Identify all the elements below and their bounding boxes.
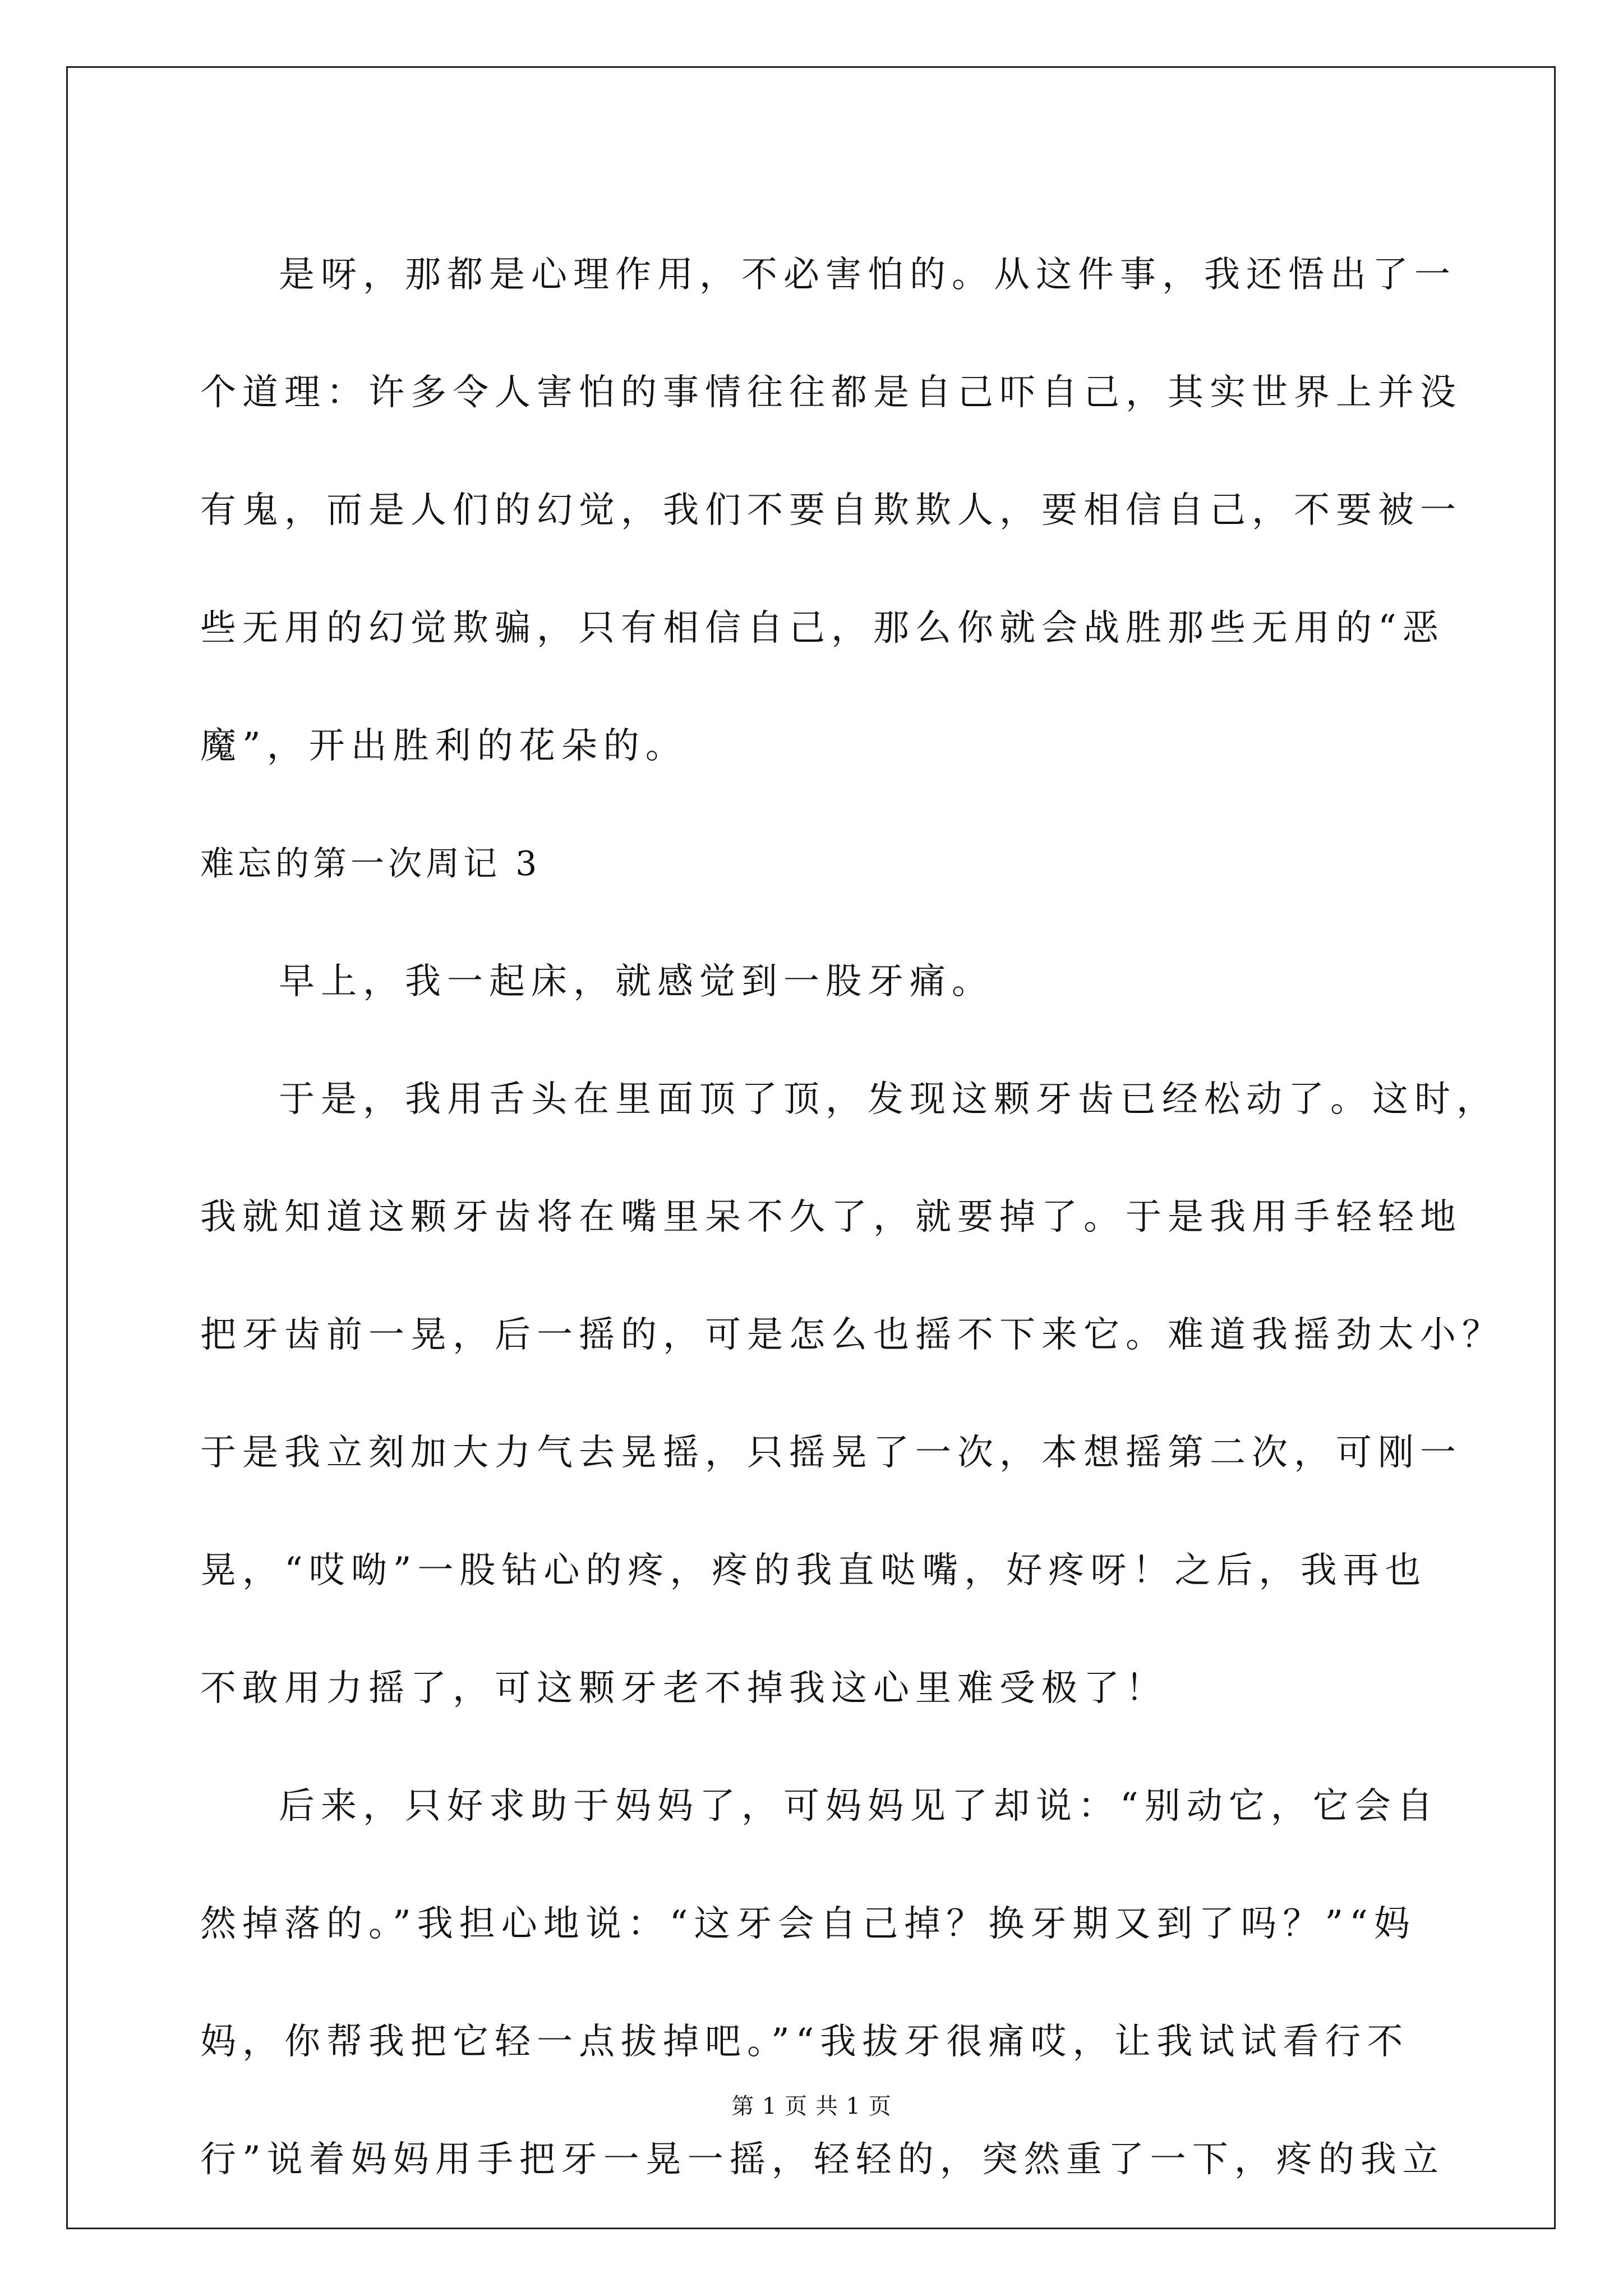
paragraph-line: 不敢用力摇了，可这颗牙老不掉我这心里难受极了！ — [200, 1668, 1168, 1709]
paragraph-line: 些无用的幻觉欺骗，只有相信自己，那么你就会战胜那些无用的“恶 — [200, 608, 1445, 649]
paragraph-line: 后来，只好求助于妈妈了，可妈妈见了却说：“别动它，它会自 — [279, 1786, 1439, 1827]
paragraph-line: 于是，我用舌头在里面顶了顶，发现这颗牙齿已经松动了。这时， — [279, 1079, 1498, 1120]
paragraph-line: 晃，“哎呦”一股钻心的疼，疼的我直哒嘴，好疼呀！之后，我再也 — [200, 1550, 1427, 1591]
paragraph-line: 我就知道这颗牙齿将在嘴里呆不久了，就要掉了。于是我用手轻轻地 — [200, 1197, 1462, 1238]
paragraph-line: 是呀，那都是心理作用，不必害怕的。从这件事，我还悟出了一 — [279, 254, 1456, 296]
paragraph-line: 然掉落的。”我担心地说：“这牙会自己掉？换牙期又到了吗？”“妈 — [200, 1903, 1416, 1945]
paragraph-line: 把牙齿前一晃，后一摇的，可是怎么也摇不下来它。难道我摇劲太小？ — [200, 1314, 1504, 1356]
section-heading: 难忘的第一次周记 3 — [200, 844, 541, 884]
paragraph-line: 个道理：许多令人害怕的事情往往都是自己吓自己，其实世界上并没 — [200, 372, 1462, 413]
paragraph-line: 行”说着妈妈用手把牙一晃一摇，轻轻的，突然重了一下，疼的我立 — [200, 2139, 1445, 2180]
page-number-footer: 第 1 页 共 1 页 — [731, 2093, 892, 2119]
paragraph-line: 妈，你帮我把它轻一点拔掉吧。”“我拔牙很痛哎，让我试试看行不 — [200, 2021, 1409, 2063]
document-body — [200, 216, 1504, 2219]
paragraph-line: 魔”，开出胜利的花朵的。 — [200, 725, 688, 767]
paragraph-line: 于是我立刻加大力气去晃摇，只摇晃了一次，本想摇第二次，可刚一 — [200, 1432, 1462, 1474]
paragraph-line: 早上，我一起床，就感觉到一股牙痛。 — [279, 961, 994, 1002]
paragraph-line: 有鬼，而是人们的幻觉，我们不要自欺欺人，要相信自己，不要被一 — [200, 490, 1462, 531]
